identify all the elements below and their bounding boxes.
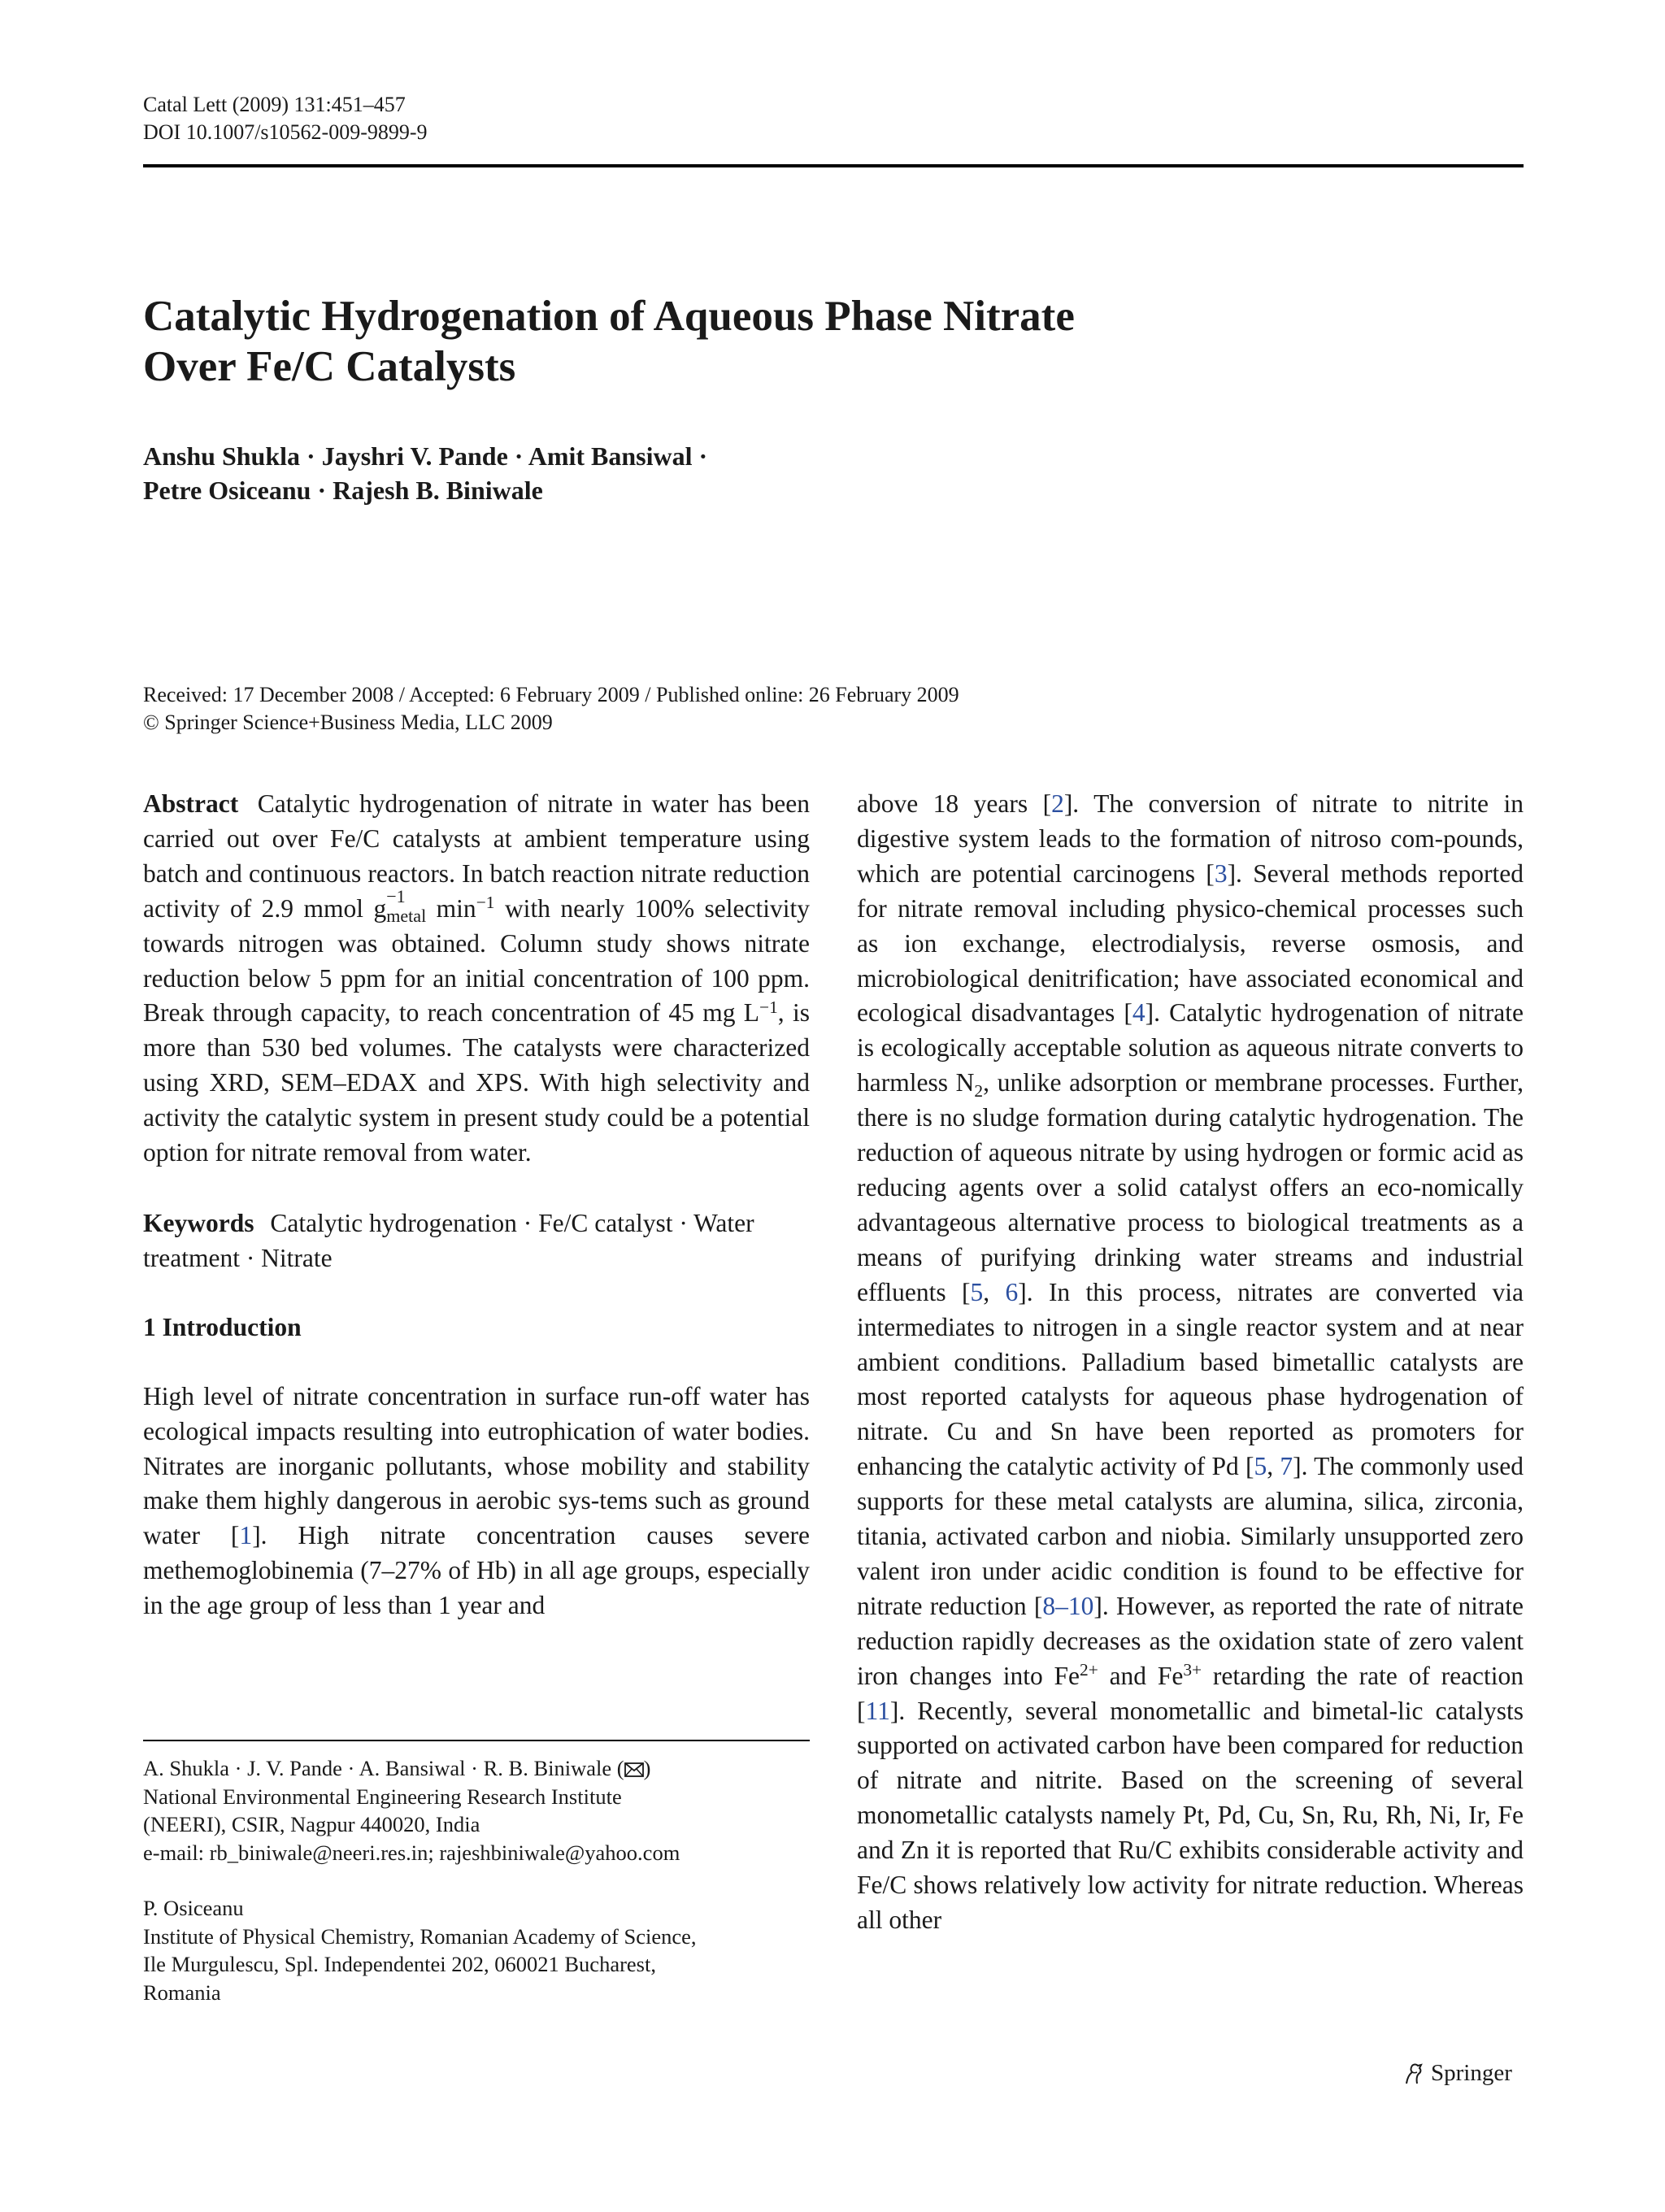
citation-link[interactable]: 7 xyxy=(1280,1452,1293,1481)
section-heading-introduction: 1 Introduction xyxy=(143,1312,302,1341)
journal-header xyxy=(143,91,428,146)
email-addresses[interactable]: e-mail: rb_biniwale@neeri.res.in; rajeshbiniwale@yahoo.com xyxy=(143,1840,680,1865)
publisher-name: Springer xyxy=(1431,2060,1512,2086)
citation-link[interactable]: 8–10 xyxy=(1042,1591,1094,1620)
citation-link[interactable]: 1 xyxy=(239,1521,253,1550)
envelope-icon xyxy=(624,1762,644,1777)
intro-continued: above 18 years [2]. The conversion of nitrate to nitrite in digestive system leads to the formation of nitroso com-pounds, which are potential carcinogens [3]. Several methods reported for nitrate removal including physico-chemical processes such as ion exchange, electrodialysis, reverse osmosis, and microbiological denitrification; have associated economical and ecological disadvantages [4]. Catalytic hydrogenation of nitrate is ecologically acceptable solution as aqueous nitrate converts to harmless $N_2$, unlike adsorption or membrane processes. Further, there is no sludge formation during catalytic hydrogenation. The reduction of aqueous nitrate by using hydrogen or formic acid as reducing agents over a solid catalyst offers an eco-nomically advantageous alternative process to biological treatments as a means of purifying drinking water streams and industrial effluents [5, 6]. In this process, nitrates are converted via intermediates to nitrogen in a single reactor system and at near ambient conditions. Palladium based bimetallic catalysts are most reported catalysts for aqueous phase hydrogenation of nitrate. Cu and Sn have been reported as promoters for enhancing the catalytic activity of Pd [5, 7]. The commonly used supports for these metal catalysts are alumina, silica, zirconia, titania, activated carbon and niobia. Similarly unsupported zero valent iron under acidic condition is found to be effective for nitrate reduction [8–10]. However, as reported the rate of nitrate reduction rapidly decreases as the oxidation state of zero valent iron changes into $Fe^{2+}$ and $Fe^{3+}$ retarding the rate of reaction [11]. Recently, several monometallic and bimetal-lic catalysts supported on activated carbon have been compared for reduction of nitrate and nitrite. Based on the screening of several monometallic catalysts namely Pt, Pd, Cu, Sn, Ru, Rh, Ni, Ir, Fe and Zn it is reported that Ru/C exhibits considerable activity and Fe/C shows relatively low activity for nitrate reduction. Whereas all other xyxy=(857,789,1524,1934)
springer-horse-icon xyxy=(1402,2062,1426,2086)
citation-link[interactable]: 6 xyxy=(1005,1277,1019,1306)
publication-dates xyxy=(143,681,1444,737)
authors-line-2: Petre Osiceanu · Rajesh B. Biniwale xyxy=(143,476,543,505)
affiliation-neeri: A. Shukla · J. V. Pande · A. Bansiwal · R. B. Biniwale ( ) National Environmental Engineering Research Institute (NEERI), CSIR, Nagpur 440020, India e-mail: rb_biniwale@neeri.res.in; rajeshbiniwale@yahoo.com xyxy=(143,1756,680,1865)
abstract: Abstract Catalytic hydrogenation of nitrate in water has been carried out over Fe/C catalysts at ambient temperature using batch and continuous reactors. In batch reaction nitrate reduction activity of 2.9 mmol g −1 metal $\min^{-1}$ with nearly 100% selectivity towards nitrogen was obtained. Column study shows nitrate reduction below 5 ppm for an initial concentration of 100 ppm. Break through capacity, to reach concentration of 45 mg $L^{-1}$, is more than 530 bed volumes. The catalysts were characterized using XRD, SEM–EDAX and XPS. With high selectivity and activity the catalytic system in present study could be a potential option for nitrate removal from water. xyxy=(143,789,810,1167)
title-line-2: Over Fe/C Catalysts xyxy=(143,343,516,390)
citation-link[interactable]: 2 xyxy=(1051,789,1064,818)
authors-line-1: Anshu Shukla · Jayshri V. Pande · Amit Bansiwal · xyxy=(143,441,708,471)
g-metal-unit: −1 metal xyxy=(386,885,427,926)
doi: DOI 10.1007/s10562-009-9899-9 xyxy=(143,120,428,144)
keywords-label: Keywords xyxy=(143,1208,254,1237)
right-column xyxy=(857,787,1524,1938)
keywords: Keywords Catalytic hydrogenation · Fe/C catalyst · Water treatment · Nitrate xyxy=(143,1208,754,1272)
citation-link[interactable]: 11 xyxy=(865,1696,890,1725)
author-list xyxy=(143,439,1119,507)
title-line-1: Catalytic Hydrogenation of Aqueous Phase Nitrate xyxy=(143,293,1075,340)
journal-citation: Catal Lett (2009) 131:451–457 xyxy=(143,93,406,116)
header-rule xyxy=(143,164,1524,167)
left-column xyxy=(143,787,810,1623)
affiliation-romanian-academy: P. Osiceanu Institute of Physical Chemistry, Romanian Academy of Science, Ile Murgulescu, Spl. Independentei 202, 060021 Bucharest, Romania xyxy=(143,1896,697,2005)
publisher-logo xyxy=(1402,2060,1512,2087)
citation-link[interactable]: 3 xyxy=(1214,858,1228,888)
citation-link[interactable]: 4 xyxy=(1132,998,1146,1028)
article-title xyxy=(143,291,1363,392)
copyright: © Springer Science+Business Media, LLC 2009 xyxy=(143,711,553,734)
affiliations xyxy=(143,1754,810,2006)
citation-link[interactable]: 5 xyxy=(1254,1452,1267,1481)
abstract-label: Abstract xyxy=(143,789,239,818)
citation-link[interactable]: 5 xyxy=(970,1277,984,1306)
history-dates: Received: 17 December 2008 / Accepted: 6 February 2009 / Published online: 26 February 2009 xyxy=(143,683,959,706)
intro-paragraph: High level of nitrate concentration in surface run-off water has ecological impacts resulting into eutrophication of water bodies. Nitrates are inorganic pollutants, whose mobility and stability make them highly dangerous in aerobic sys-tems such as ground water [1]. High nitrate concentration causes severe methemoglobinemia (7–27% of Hb) in all age groups, especially in the age group of less than 1 year and xyxy=(143,1381,810,1620)
footnote-rule xyxy=(143,1740,810,1741)
